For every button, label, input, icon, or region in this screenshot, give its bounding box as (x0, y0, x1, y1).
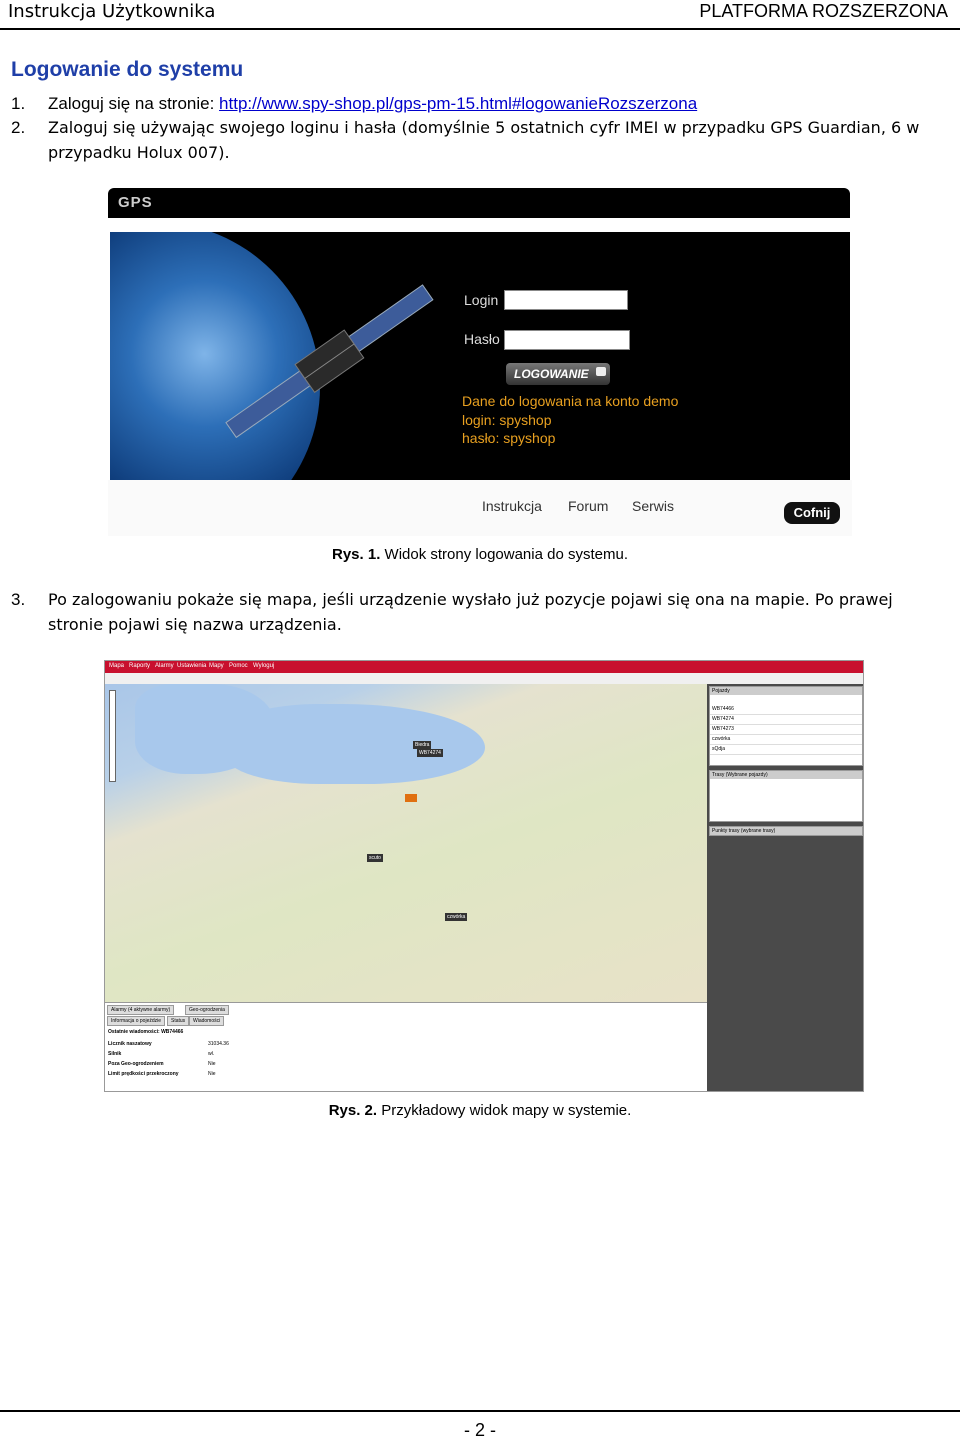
info-panel (105, 1002, 707, 1092)
info-row: Licznik naszatowy 31034.36 (108, 1041, 229, 1047)
nav-serwis[interactable]: Serwis (632, 498, 675, 514)
page-number: - 2 - (463, 1420, 496, 1440)
demo-line-2: login: spyshop (462, 412, 552, 428)
zoom-slider[interactable] (109, 690, 116, 782)
last-message: Ostatnie wiadomości: WB74466 (108, 1029, 184, 1035)
login-page-link[interactable]: http://www.spy-shop.pl/gps-pm-15.html#logowanieRozszerzona (219, 94, 698, 113)
tab-alarmy[interactable]: Alarmy (4 aktywne alarmy) (107, 1005, 174, 1015)
login-label: Login (464, 292, 499, 308)
vehicle-row[interactable]: czwórka (710, 735, 862, 745)
routes-box (709, 770, 863, 822)
page-header (0, 0, 960, 30)
tab-info[interactable]: Informacja o pojeździe (107, 1016, 165, 1026)
routes-title: Trasy (Wybrane pojazdy) (710, 771, 862, 779)
map-marker[interactable]: WB74274 (419, 750, 441, 756)
map-marker[interactable] (405, 794, 417, 802)
vehicles-list (709, 686, 863, 766)
vehicle-row[interactable]: WB74273 (710, 725, 862, 735)
baltic-sea (225, 704, 485, 784)
info-row: Limit prędkości przekroczony Nie (108, 1071, 216, 1077)
map-marker[interactable]: scuto (369, 855, 381, 861)
satellite-image (200, 252, 460, 472)
step-3-line2: stronie pojawi się nazwa urządzenia. (48, 615, 342, 634)
gps-title-bar (108, 188, 850, 218)
menu-alarmy[interactable]: Alarmy (155, 663, 174, 669)
app-menu-bar (105, 661, 863, 673)
step-2: 2. Zaloguj się używając swojego loginu i hasła (domyślnie 5 ostatnich cyfr IMEI w przypadku GPS Guardian, 6 w (11, 118, 920, 137)
tab-messages[interactable]: Wiadomości (189, 1016, 224, 1026)
route-points-title: Punkty trasy (wybrane trasy) (710, 827, 862, 835)
map-area[interactable] (105, 684, 707, 1002)
figure2-caption: Rys. 2. Przykładowy widok mapy w systemie. (328, 1102, 632, 1119)
vehicle-row[interactable]: sQdja (710, 745, 862, 755)
menu-wyloguj[interactable]: Wyloguj (253, 663, 275, 669)
map-marker[interactable]: Biedra (415, 742, 430, 748)
gps-title: GPS (118, 194, 153, 211)
route-points-box (709, 826, 863, 836)
back-button[interactable]: Cofnij (784, 502, 840, 524)
tab-geo[interactable]: Geo-ogrodzenia (185, 1005, 229, 1015)
nav-instrukcja[interactable]: Instrukcja (482, 498, 542, 514)
info-row: Poza Geo-ogrodzeniem Nie (108, 1061, 216, 1067)
header-right: PLATFORMA ROZSZERZONA (699, 1, 948, 21)
login-page-figure (108, 188, 852, 536)
step-1: 1. Zaloguj się na stronie: http://www.spy-shop.pl/gps-pm-15.html#logowanieRozszerzona (11, 94, 698, 113)
vehicle-row[interactable]: WB74274 (710, 715, 862, 725)
figure1-caption: Rys. 1. Widok strony logowania do systemu. (332, 546, 628, 563)
menu-ustawienia[interactable]: Ustawienia (177, 663, 207, 669)
nav-forum[interactable]: Forum (568, 498, 609, 514)
menu-mapy[interactable]: Mapy (209, 663, 224, 669)
login-input[interactable] (504, 290, 628, 310)
menu-mapa[interactable]: Mapa (109, 663, 125, 669)
menu-raporty[interactable]: Raporty (129, 663, 151, 669)
section-title: Logowanie do systemu (11, 58, 244, 81)
menu-pomoc[interactable]: Pomoc (229, 663, 248, 669)
vehicles-panel (707, 684, 863, 1091)
step-2-line2: przypadku Holux 007). (48, 143, 230, 162)
figure1-nav (108, 480, 852, 536)
info-row: Silnik wł. (108, 1051, 215, 1057)
login-button[interactable]: LOGOWANIE (506, 363, 610, 385)
password-input[interactable] (504, 330, 630, 350)
login-panel (110, 232, 850, 480)
header-left: Instrukcja Użytkownika (8, 1, 216, 22)
demo-line-3: hasło: spyshop (462, 430, 556, 446)
lock-icon (596, 367, 606, 376)
map-view-figure (104, 660, 864, 1092)
map-marker[interactable]: czwórka (447, 914, 466, 920)
vehicles-panel-title: Pojazdy (710, 687, 862, 695)
password-label: Hasło (464, 331, 500, 347)
tab-status[interactable]: Status (167, 1016, 189, 1026)
demo-line-1: Dane do logowania na konto demo (462, 393, 679, 409)
step-3: 3. Po zalogowaniu pokaże się mapa, jeśli urządzenie wysłało już pozycje pojawi się ona na mapie. Po prawej (11, 590, 893, 609)
footer-divider (0, 1410, 960, 1412)
vehicle-row[interactable]: WB74466 (710, 705, 862, 715)
